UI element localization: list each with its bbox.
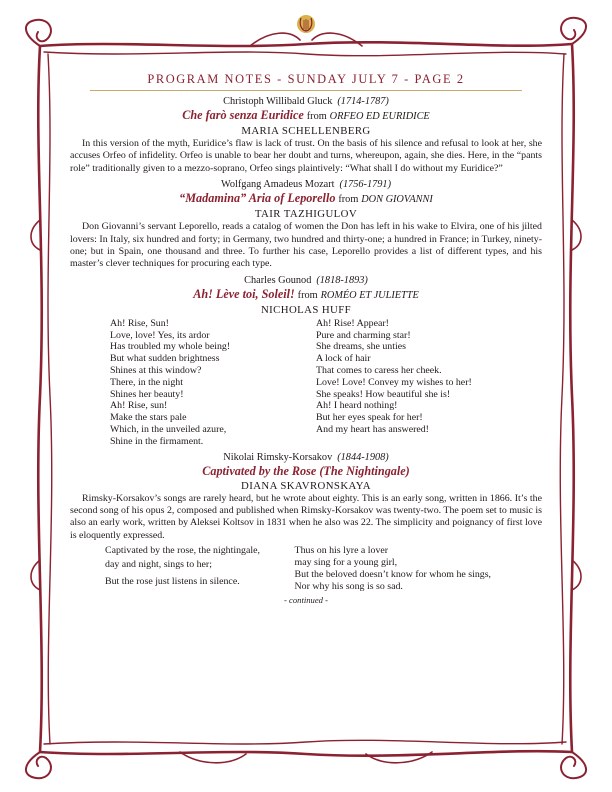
- lyric-line: day and night, sings to her;: [105, 559, 212, 571]
- program-notes-content: [70, 70, 542, 750]
- piece-rimsky-korsakov: [70, 451, 542, 493]
- lyric-line: She dreams, she unties: [316, 341, 406, 353]
- lyric-line: But what sudden brightness: [110, 353, 220, 365]
- composer-name: Wolfgang Amadeus Mozart: [220, 179, 335, 191]
- lyric-line: She speaks! How beautiful she is!: [316, 388, 451, 400]
- lyric-line: There, in the night: [110, 376, 183, 388]
- piece-title-line: [70, 191, 542, 207]
- lyrics-gounod: [70, 318, 542, 448]
- composer-name: Nikolai Rimsky-Korsakov: [223, 451, 333, 463]
- piece-notes-gluck: In this version of the myth, Euridice’s flaw is lack of trust. On the basis of his silence and refusal to look at her, she accuses Orfeo of infidelity. Orfeo is unable to bear her doubt and turns, whereupon, again, she dies. Here, in the “pants role” traditionally given to a mezzo-soprano, Orfeo sings plaintively: “What shall I do without my Euridice?”: [70, 138, 542, 174]
- composer-line: [70, 178, 542, 191]
- piece-notes-rimsky-korsakov: Rimsky-Korsakov’s songs are rarely heard, but he wrote about eighty. This is an early song, written in 1866. It’s the second song of his opus 2, composed and published when Rimsky-Korsakov was twenty-two. The poem set to music is also an early work, written by Aleksei Koltsov in 1831 when he also was 22. The simplicity and poignancy of first love is eloquently expressed.: [70, 492, 542, 541]
- from-word: from: [338, 194, 359, 206]
- piece-title-line: [70, 287, 542, 303]
- lyric-line: Has troubled my whole being!: [110, 341, 231, 353]
- lyric-line: Make the stars pale: [110, 412, 187, 424]
- performer-name: MARIA SCHELLENBERG: [241, 125, 371, 137]
- lyric-line: Shine in the firmament.: [110, 435, 204, 447]
- piece-gounod: [70, 274, 542, 317]
- from-word: from: [297, 289, 318, 301]
- performer-name: TAIR TAZHIGULOV: [254, 208, 358, 221]
- lyric-line: Love, love! Yes, its ardor: [110, 329, 210, 341]
- page-header-title: PROGRAM NOTES - SUNDAY JULY 7 - PAGE 2: [147, 72, 465, 86]
- piece-gluck: [70, 95, 542, 138]
- lyric-line: Pure and charming star!: [316, 329, 411, 341]
- lyric-line: Thus on his lyre a lover: [294, 545, 389, 557]
- lyric-line: may sing for a young girl,: [294, 557, 398, 569]
- lyric-line: Ah! Rise! Appear!: [316, 317, 389, 329]
- lyric-line: Ah! I heard nothing!: [316, 400, 398, 412]
- composer-line: [70, 95, 542, 108]
- lyrics-rimsky-korsakov: [70, 545, 542, 592]
- opera-name: DON GIOVANNI: [361, 194, 433, 206]
- opera-name: ROMÉO ET JULIETTE: [320, 289, 419, 301]
- piece-title-line: [70, 108, 542, 124]
- piece-title: Che farò senza Euridice: [182, 108, 304, 122]
- lyric-line: Shines at this window?: [110, 365, 202, 377]
- opera-name: ORFEO ED EURIDICE: [329, 111, 430, 122]
- lyric-line: And my heart has answered!: [316, 424, 429, 436]
- composer-dates: (1844-1908): [337, 451, 389, 463]
- composer-name: Christoph Willibald Gluck: [223, 96, 333, 107]
- composer-line: [70, 451, 542, 464]
- from-word: from: [306, 111, 327, 122]
- composer-dates: (1818-1893): [316, 274, 368, 286]
- performer-name: DIANA SKAVRONSKAYA: [241, 479, 371, 492]
- lyric-line: Which, in the unveiled azure,: [110, 424, 227, 436]
- lyrics-column-right: [316, 318, 484, 448]
- piece-notes-mozart: Don Giovanni’s servant Leporello, reads a catalog of women the Don has left in his wake to Elvira, one of his jilted lovers: In Italy, six hundred and forty; in Germany, two hundred and thirty-one; a hundred in France; in Turkey, ninety-one; but in Spain, one thousand and three. To further his case, Leporello provides a list of different types, and his master’s clever techniques for procuring each type.: [70, 221, 542, 270]
- continued-note: - continued -: [284, 595, 328, 606]
- lyric-line: But her eyes speak for her!: [316, 412, 423, 424]
- lyric-line: Love! Love! Convey my wishes to her!: [316, 376, 472, 388]
- piece-title: “Madamina” Aria of Leporello: [179, 191, 336, 206]
- performer-name: NICHOLAS HUFF: [260, 303, 352, 316]
- piece-title: Captivated by the Rose (The Nightingale): [202, 463, 410, 478]
- lyric-line: But the beloved doesn’t know for whom he sings,: [294, 568, 492, 580]
- piece-mozart: [70, 178, 542, 221]
- composer-dates: (1714-1787): [337, 96, 389, 107]
- lyrics-column-left: [105, 545, 295, 592]
- lyric-line: Captivated by the rose, the nightingale,: [105, 545, 260, 557]
- composer-name: Charles Gounod: [244, 274, 312, 286]
- lyric-line: But the rose just listens in silence.: [105, 575, 240, 587]
- lyric-line: That comes to caress her cheek.: [316, 365, 442, 377]
- lyrics-column-left: [110, 318, 310, 448]
- composer-line: [70, 274, 542, 287]
- lyric-line: Shines her beauty!: [110, 388, 184, 400]
- lyrics-column-right: [295, 545, 524, 592]
- composer-dates: (1756-1791): [339, 179, 392, 191]
- lyric-line: Ah! Rise, sun!: [110, 400, 168, 412]
- lyre-emblem-icon: [297, 15, 315, 33]
- piece-title-line: [70, 464, 542, 479]
- piece-title: Ah! Lève toi, Soleil!: [193, 286, 295, 301]
- header-divider: [90, 90, 522, 91]
- lyric-line: Ah! Rise, Sun!: [110, 317, 169, 329]
- lyric-line: A lock of hair: [316, 353, 371, 365]
- lyric-line: Nor why his song is so sad.: [294, 580, 403, 592]
